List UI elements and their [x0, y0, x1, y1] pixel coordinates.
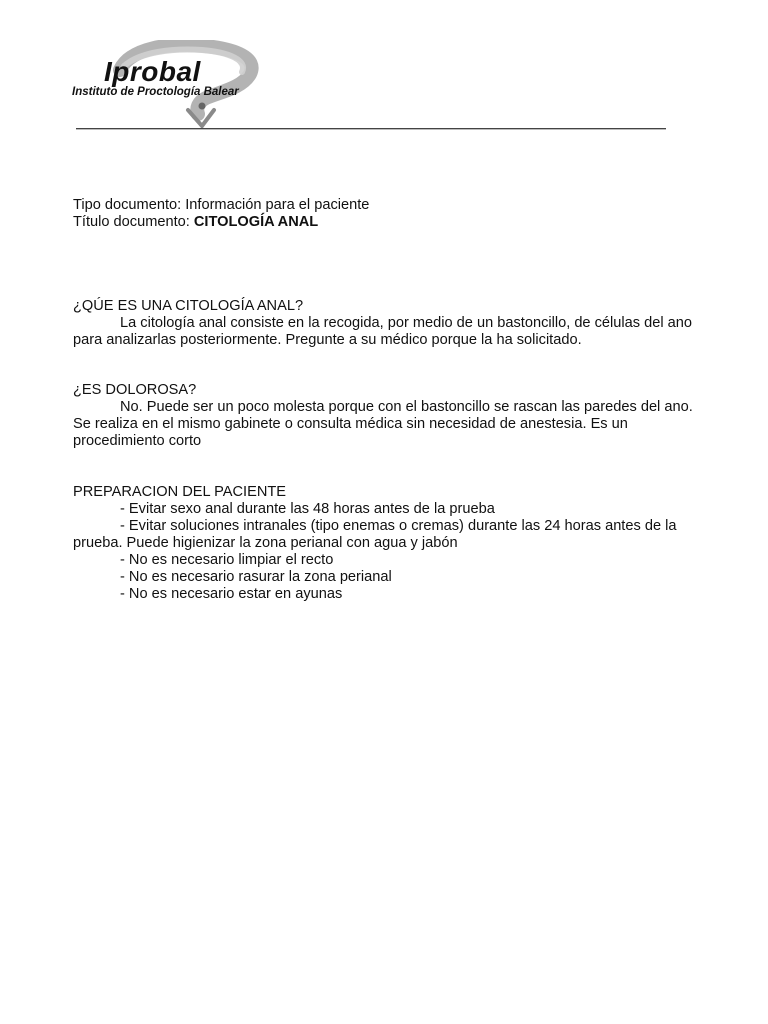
section-is-painful — [73, 382, 698, 450]
doc-type-line — [73, 197, 698, 214]
section-paragraph: La citología anal consiste en la recogida, por medio de un bastoncillo, de células del ano para analizarlas posteriormente. Pregunte a su médico porque la ha solicitado. — [73, 315, 692, 348]
section-what-is — [73, 298, 698, 349]
list-item: - Evitar sexo anal durante las 48 horas antes de la prueba — [120, 501, 495, 517]
logo-name: Iprobal — [104, 56, 201, 87]
logo — [70, 40, 270, 135]
section-heading: PREPARACION DEL PACIENTE — [73, 484, 287, 500]
section-paragraph: No. Puede ser un poco molesta porque con el bastoncillo se rascan las paredes del ano. Se realiza en el mismo gabinete o consulta médica sin necesidad de anestesia. Es un procedimiento corto — [73, 399, 693, 449]
document-meta — [73, 197, 698, 231]
section-heading: ¿QÚE ES UNA CITOLOGÍA ANAL? — [73, 298, 304, 314]
section-heading: ¿ES DOLOROSA? — [73, 382, 197, 398]
list-item: - No es necesario estar en ayunas — [120, 586, 343, 602]
preparation-list — [73, 501, 698, 603]
list-item: - No es necesario rasurar la zona perianal — [120, 569, 392, 585]
list-item: - Evitar soluciones intranales (tipo enemas o cremas) durante las 24 horas antes de la prueba. Puede higienizar la zona perianal con agua y jabón — [73, 518, 677, 551]
doc-title-line — [73, 214, 698, 231]
logo-subtitle: Instituto de Proctología Balear — [72, 86, 239, 98]
doc-type-label: Tipo documento: — [73, 197, 182, 213]
header-divider — [76, 128, 666, 130]
list-item: - No es necesario limpiar el recto — [120, 552, 334, 568]
section-preparation — [73, 484, 698, 603]
doc-type-value: Información para el paciente — [185, 197, 370, 213]
doc-title-value: CITOLOGÍA ANAL — [193, 214, 319, 230]
doc-title-label: Título documento: — [73, 214, 190, 230]
